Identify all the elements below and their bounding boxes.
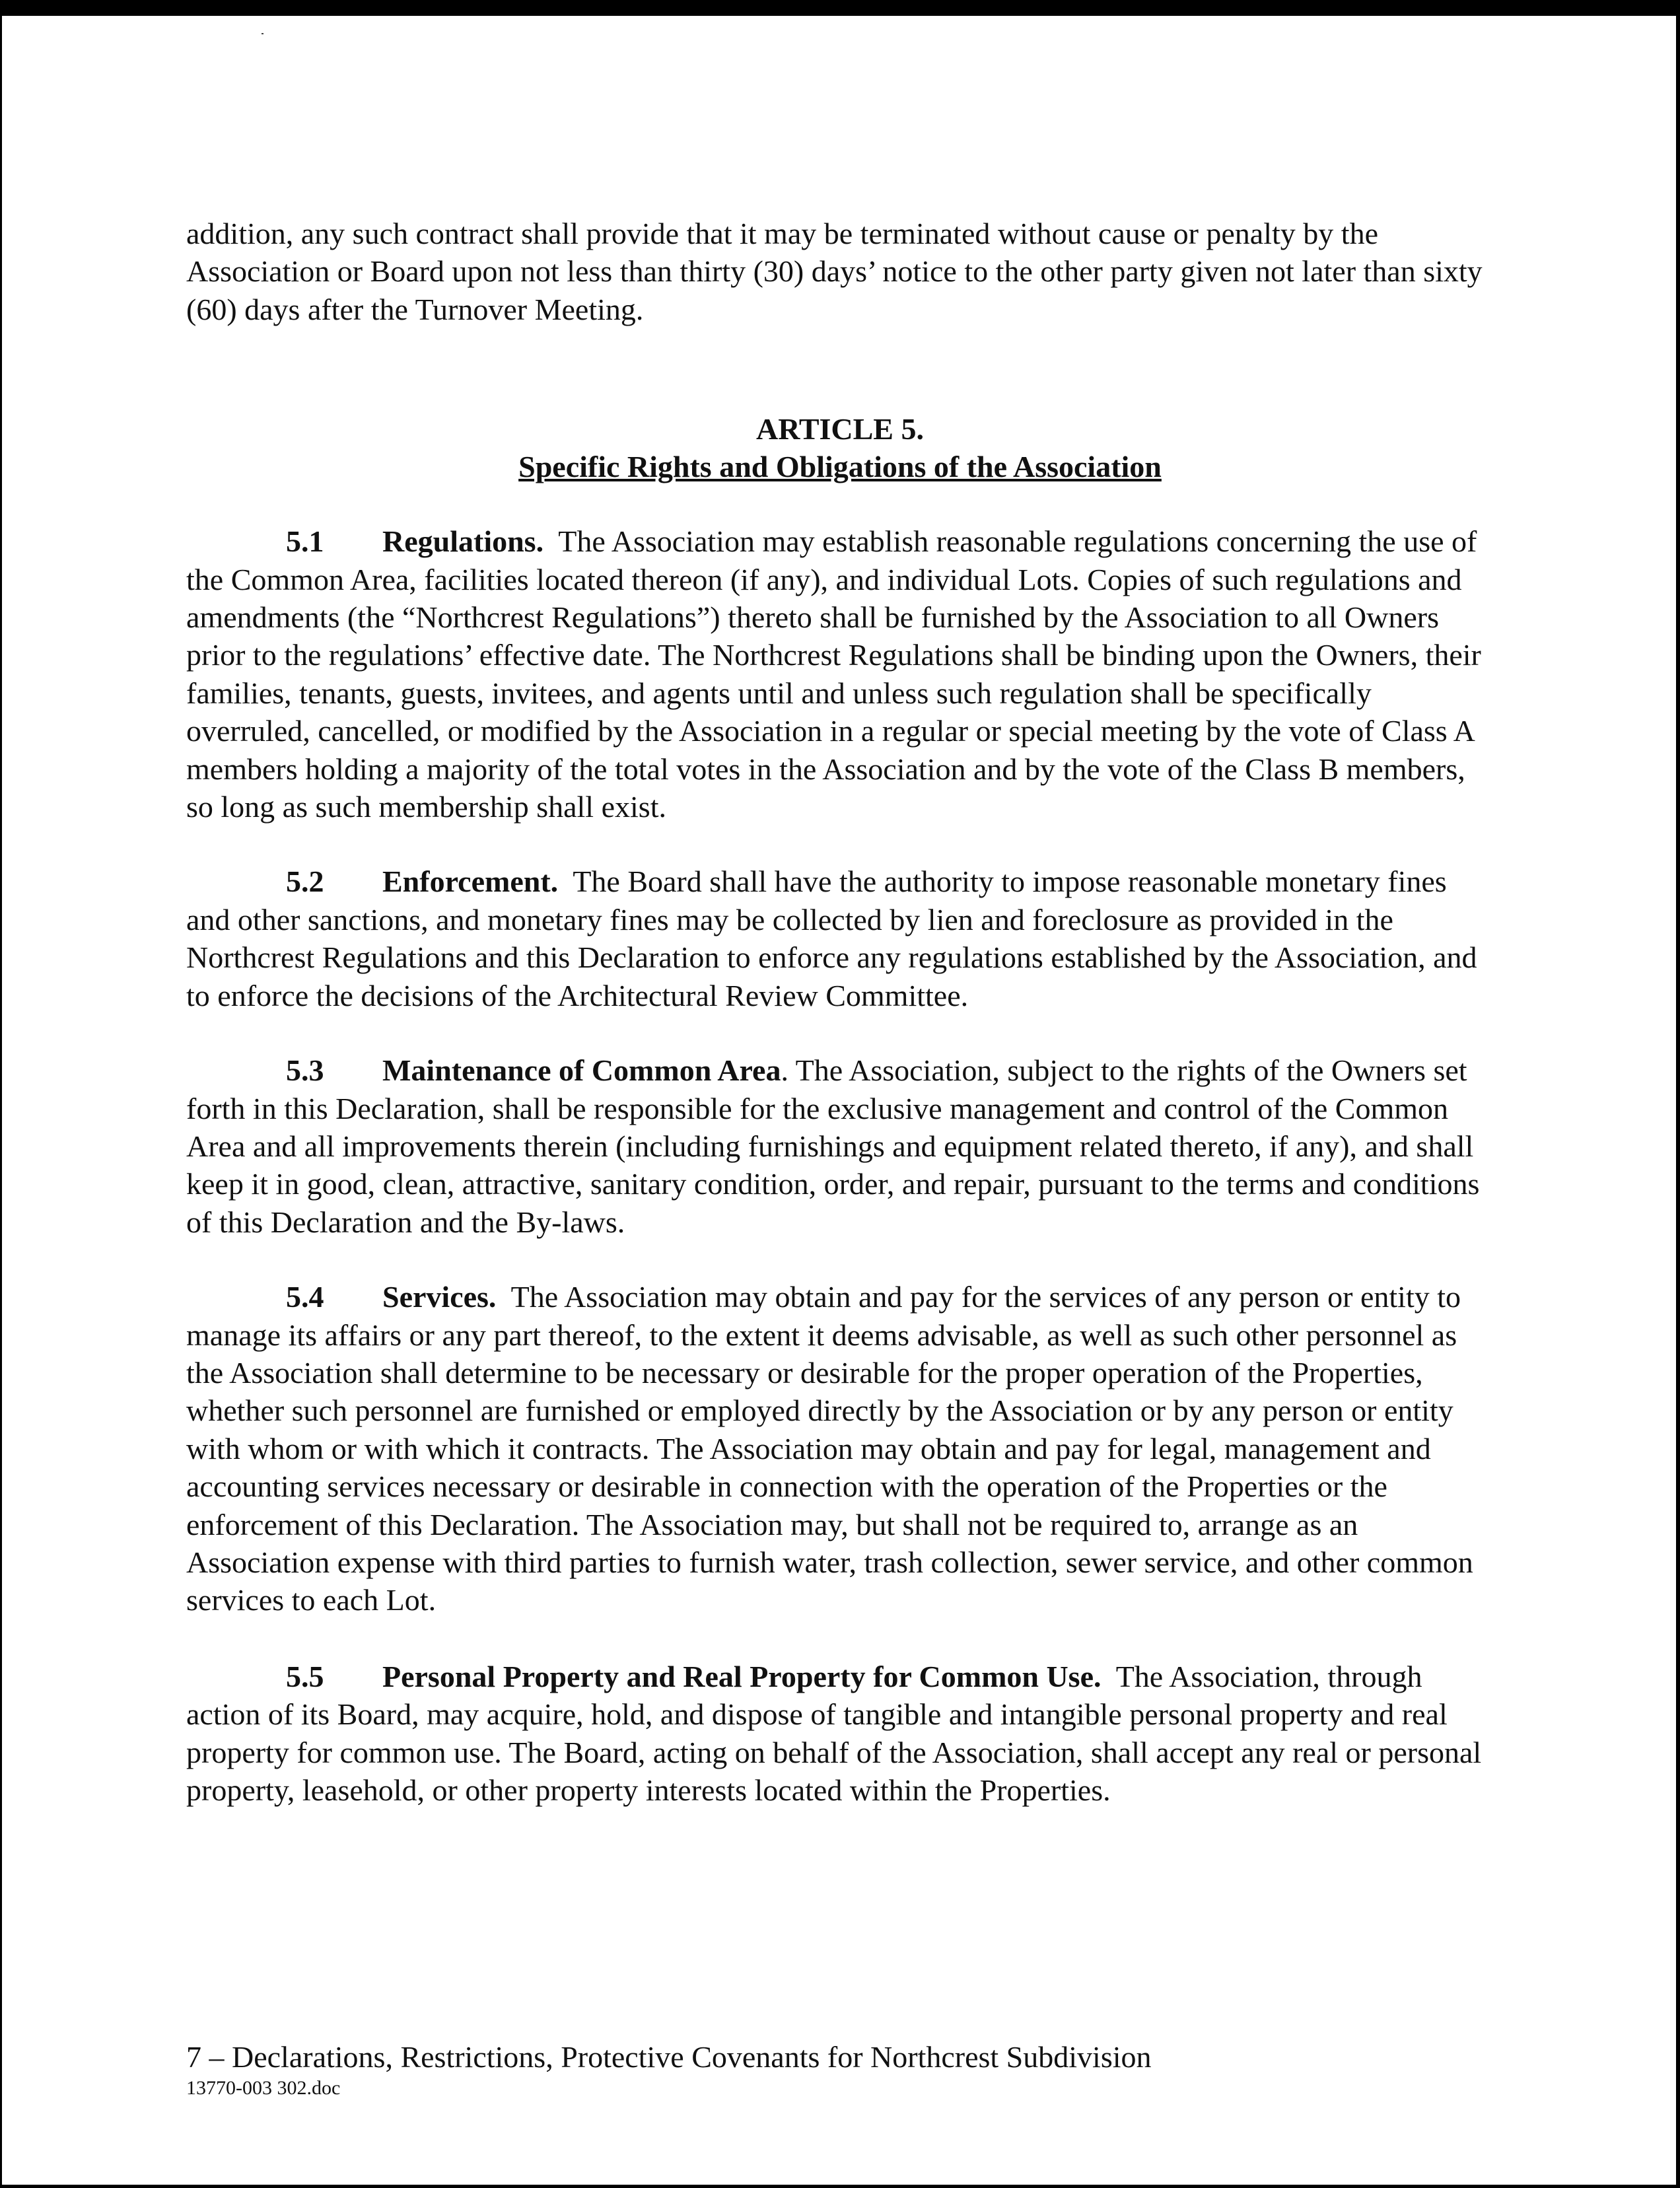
scan-border-top	[0, 0, 1680, 16]
section-property	[186, 1658, 1494, 1810]
section-text: . The Association, subject to the rights of the Owners set forth in this Declaration, shall be responsible for the exclusive management and control of the Common Area and all improvements therein (including furnishings and equipment related thereto, if any), and shall keep it in good, clean, attractive, sanitary condition, order, and repair, pursuant to the terms and conditions of this Declaration and the By-laws.	[186, 1053, 1480, 1239]
section-number: 5.4	[286, 1280, 324, 1314]
section-number: 5.1	[286, 524, 324, 559]
section-enforcement	[186, 863, 1494, 1014]
page-footer	[186, 2038, 1494, 2100]
scan-border-right	[1676, 0, 1680, 2188]
section-number: 5.3	[286, 1053, 324, 1088]
section-title: Regulations.	[382, 524, 544, 559]
document-body	[186, 215, 1494, 1846]
section-text: The Association may obtain and pay for the services of any person or entity to manage its affairs or any part thereof, to the extent it deems advisable, as well as such other personnel as the Association shall determine to be necessary or desirable for the proper operation of the Properties, whether such personnel are furnished or employed directly by the Association or by any person or entity with whom or with which it contracts. The Association may obtain and pay for legal, management and accounting services necessary or desirable in connection with the operation of the Properties or the enforcement of this Declaration. The Association may, but shall not be required to, arrange as an Association expense with third parties to furnish water, trash collection, sewer service, and other common services to each Lot.	[186, 1280, 1473, 1617]
footer-doc-id: 13770-003 302.doc	[186, 2077, 341, 2099]
section-number: 5.5	[286, 1659, 324, 1693]
section-title: Services.	[382, 1280, 497, 1314]
scan-border-bottom	[0, 2185, 1680, 2188]
footer-page-line: 7 – Declarations, Restrictions, Protective Covenants for Northcrest Subdivision	[186, 2040, 1152, 2074]
section-title: Maintenance of Common Area	[382, 1053, 781, 1088]
section-maintenance	[186, 1051, 1494, 1241]
scan-border-left	[0, 0, 2, 2188]
section-number: 5.2	[286, 865, 324, 899]
section-text: The Association, through action of its Board, may acquire, hold, and dispose of tangible and intangible personal property and real property for common use. The Board, acting on behalf of the Association, shall accept any real or personal property, leasehold, or other property interests located within the Properties.	[186, 1659, 1482, 1807]
section-title: Personal Property and Real Property for Common Use.	[382, 1659, 1102, 1693]
intro-paragraph: addition, any such contract shall provide that it may be terminated without cause or penalty by the Association or Board upon not less than thirty (30) days’ notice to the other party given not later than sixty (60) days after the Turnover Meeting.	[186, 217, 1483, 326]
section-title: Enforcement.	[382, 865, 559, 899]
scan-speck	[262, 33, 263, 34]
section-services	[186, 1278, 1494, 1619]
article-number: ARTICLE 5.	[756, 412, 924, 446]
section-text: The Association may establish reasonable regulations concerning the use of the Common Area, facilities located thereon (if any), and individual Lots. Copies of such regulations and amendments (the “Northcrest Regulations”) thereto shall be furnished by the Association to all Owners prior to the regulations’ effective date. The Northcrest Regulations shall be binding upon the Owners, their families, tenants, guests, invitees, and agents until and unless such regulation shall be specifically overruled, cancelled, or modified by the Association in a regular or special meeting by the vote of Class A members holding a majority of the total votes in the Association and by the vote of the Class B members, so long as such membership shall exist.	[186, 524, 1481, 824]
section-regulations	[186, 522, 1494, 826]
section-text: The Board shall have the authority to impose reasonable monetary fines and other sanctions, and monetary fines may be collected by lien and foreclosure as provided in the Northcrest Regulations and this Declaration to enforce any regulations established by the Association, and to enforce the decisions of the Architectural Review Committee.	[186, 865, 1477, 1012]
article-title: Specific Rights and Obligations of the Association	[518, 450, 1162, 484]
